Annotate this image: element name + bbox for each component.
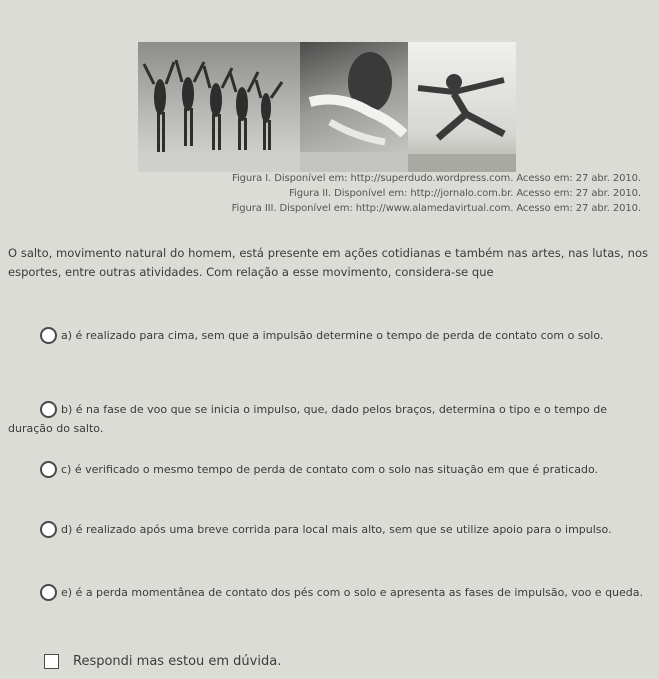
checkbox-icon[interactable] (44, 654, 59, 669)
doubt-label: Respondi mas estou em dúvida. (73, 654, 282, 669)
option-b[interactable] (8, 400, 648, 438)
figure-photo (300, 42, 408, 172)
option-e-label: e) é a perda momentânea de contato dos pés com o solo e apresenta as fases de impulsão, voo e queda. (61, 586, 644, 599)
option-a[interactable] (8, 326, 648, 345)
option-a-label: a) é realizado para cima, sem que a impulsão determine o tempo de perda de contato com o solo. (61, 329, 604, 342)
option-c[interactable] (8, 460, 648, 479)
option-b-label: b) é na fase de voo que se inicia o impulso, que, dado pelos braços, determina o tipo e o tempo de duração do salto. (8, 403, 608, 435)
radio-c-icon[interactable] (40, 461, 57, 478)
radio-e-icon[interactable] (40, 584, 57, 601)
option-d[interactable] (8, 520, 648, 539)
radio-b-icon[interactable] (40, 401, 57, 418)
question-text: O salto, movimento natural do homem, está presente em ações cotidianas e também nas artes, nas lutas, nos esportes, entre outras atividades. Com relação a esse movimento, considera-se que (8, 246, 648, 279)
radio-a-icon[interactable] (40, 327, 57, 344)
dancers-silhouettes-icon (138, 42, 300, 172)
flying-figure-icon (300, 42, 408, 172)
figure-caption-1: Figura I. Disponível em: http://superdudo.wordpress.com. Acesso em: 27 abr. 2010. (232, 173, 641, 184)
option-c-label: c) é verificado o mesmo tempo de perda de contato com o solo nas situação em que é praticado. (61, 463, 599, 476)
radio-d-icon[interactable] (40, 521, 57, 538)
figure-caption-3: Figura III. Disponível em: http://www.alamedavirtual.com. Acesso em: 27 abr. 2010. (231, 203, 641, 214)
dancers-photo (138, 42, 300, 172)
figure-strip (138, 42, 516, 172)
option-e[interactable] (8, 583, 648, 602)
doubt-checkbox-row[interactable] (44, 654, 281, 669)
option-d-label: d) é realizado após uma breve corrida para local mais alto, sem que se utilize apoio para o impulso. (61, 523, 612, 536)
figure-caption-2: Figura II. Disponível em: http://jornalo.com.br. Acesso em: 27 abr. 2010. (289, 188, 641, 199)
jump-photo (408, 42, 516, 172)
jumping-person-icon (408, 42, 516, 172)
